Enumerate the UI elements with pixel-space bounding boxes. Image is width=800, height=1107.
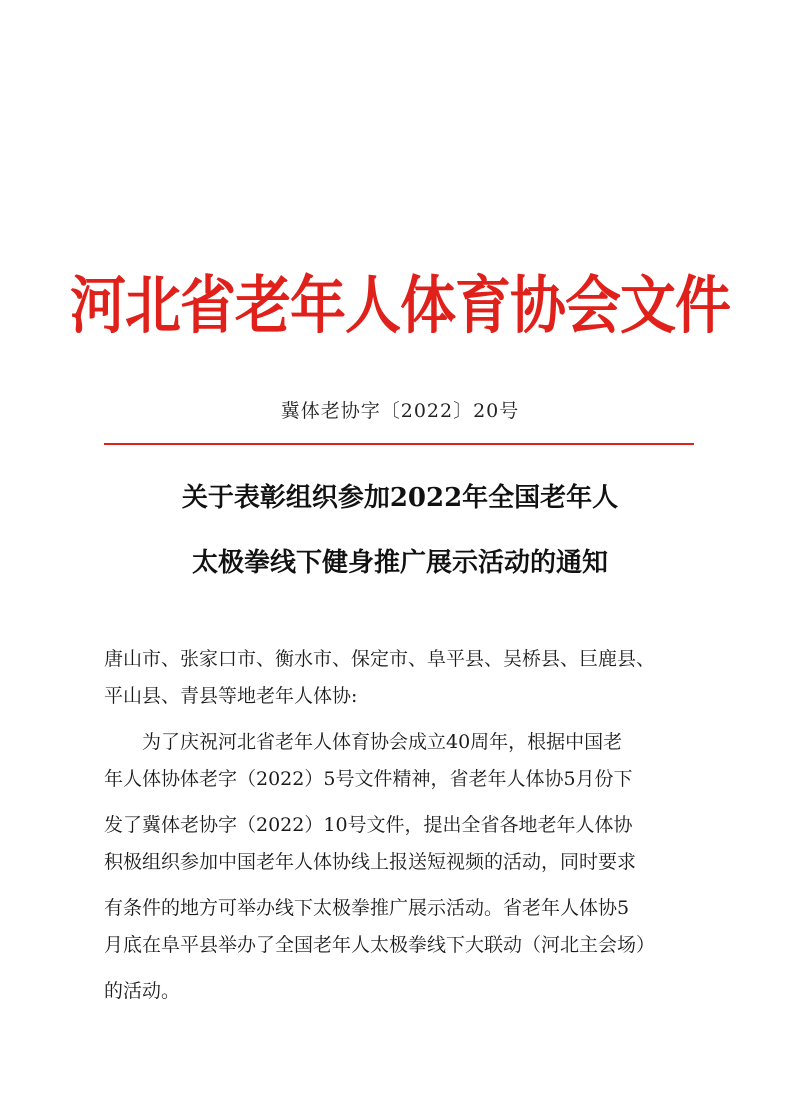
recipient-line-1: 唐山市、张家口市、衡水市、保定市、阜平县、吴桥县、巨鹿县、 bbox=[104, 648, 656, 670]
body-paragraph-line-5: 有条件的地方可举办线下太极拳推广展示活动。省老年人体协5 bbox=[104, 897, 630, 919]
notice-title-line-1: 关于表彰组织参加2022年全国老年人 bbox=[181, 483, 619, 513]
notice-title-line-2: 太极拳线下健身推广展示活动的通知 bbox=[191, 548, 608, 578]
body-paragraph-line-2: 年人体协体老字（2022）5号文件精神，省老年人体协5月份下 bbox=[104, 768, 633, 790]
recipient-line-2: 平山县、青县等地老年人体协: bbox=[104, 685, 358, 707]
body-paragraph-line-6: 月底在阜平县举办了全国老年人太极拳线下大联动（河北主会场） bbox=[104, 934, 656, 956]
body-paragraph-line-1: 为了庆祝河北省老年人体育协会成立40周年，根据中国老 bbox=[142, 731, 623, 753]
body-paragraph-line-3: 发了冀体老协字（2022）10号文件，提出全省各地老年人体协 bbox=[104, 814, 633, 836]
body-paragraph-line-4: 积极组织参加中国老年人体协线上报送短视频的活动，同时要求 bbox=[104, 851, 637, 873]
body-paragraph-line-7: 的活动。 bbox=[104, 980, 181, 1002]
document-header-title: 河北省老年人体育协会文件 bbox=[70, 269, 730, 343]
red-divider bbox=[104, 443, 694, 445]
document-number: 冀体老协字〔2022〕20号 bbox=[280, 400, 520, 422]
